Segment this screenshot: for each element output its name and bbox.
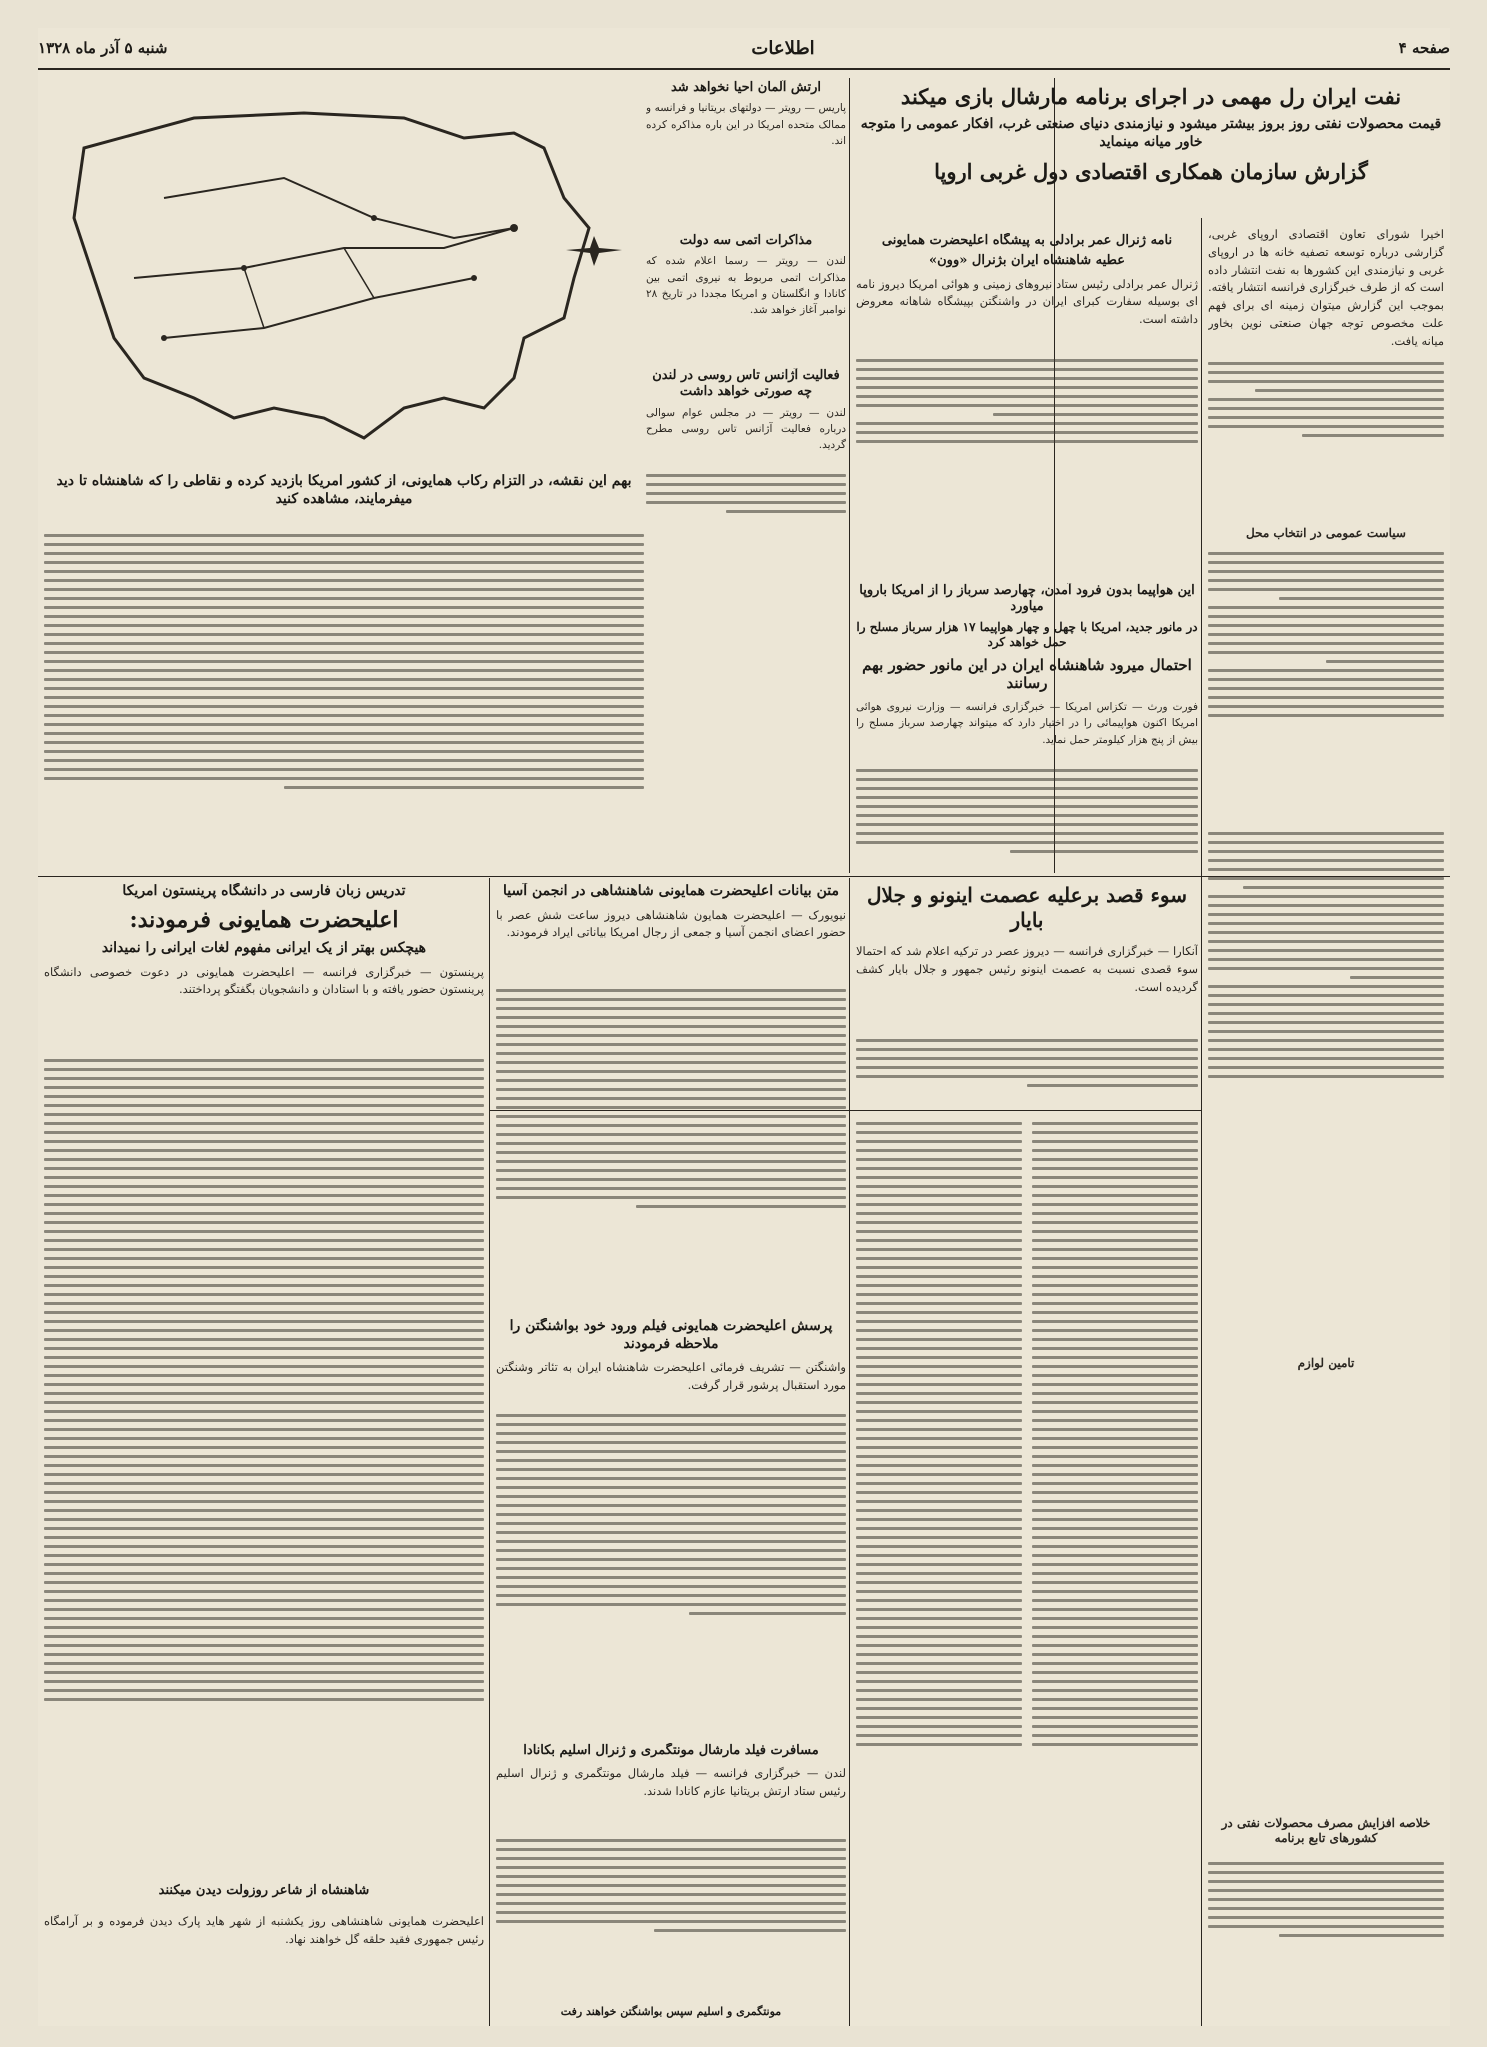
germany-headline: ارتش آلمان احیا نخواهد شد (670, 80, 822, 95)
persian-class-kicker: هیچکس بهتر از یک ایرانی مفهوم لغات ایرانی را نمیداند (101, 940, 427, 956)
persian-class-closing-body: اعلیحضرت همایونی شاهنشاهی روز یکشنبه از شهر هاید پارک دیدن فرموده و بر آرامگاه رئیس جمهوری فقید حلقه گل خواهند نهاد. (44, 1914, 484, 1946)
persian-class-closing-head: شاهنشاه از شاعر روزولت دیدن میکنند (158, 1883, 370, 1898)
oil-subhead: قیمت محصولات نفتی روز بروز بیشتر میشود و نیازمندی دنیای صنعتی غرب، افکار عمومی را متوجه خاور میانه مینماید (860, 116, 1442, 150)
plane-headline: این هواپیما بدون فرود آمدن، چهارصد سرباز را از امریکا باروپا میاورد (859, 583, 1195, 615)
map-caption (44, 473, 644, 868)
atomic-article (646, 233, 846, 363)
persian-class-headline: تدریس زبان فارسی در دانشگاه پرینستون امریکا (122, 883, 406, 899)
visit-headline: مسافرت فیلد مارشال مونتگمری و ژنرال اسلیم بکانادا (523, 1743, 819, 1758)
oil-headline: نفت ایران رل مهمی در اجرای برنامه مارشال بازی میکند (900, 84, 1402, 109)
page-number: صفحه ۴ (1398, 39, 1450, 57)
persian-class-article (44, 883, 484, 2023)
film-headline: پرسش اعلیحضرت همایونی فیلم ورود خود بواشنگتن را ملاحظه فرمودند (509, 1318, 833, 1352)
persian-class-body: پرینستون — خبرگزاری فرانسه — اعلیحضرت همایونی در دعوت خصوصی دانشگاه پرینستون حضور یافته و با استادان و دانشجویان بگفتگو پرداختند. (44, 964, 484, 997)
speech-article (496, 883, 846, 1313)
plane-subhead: در مانور جدید، امریکا با چهل و چهار هواپیما ۱۷ هزار سرباز مسلح را حمل خواهد کرد (856, 619, 1198, 649)
germany-article (646, 80, 846, 230)
issue-date: شنبه ۵ آذر ماه ۱۳۲۸ (38, 39, 168, 57)
oil-article (856, 80, 1446, 220)
map-illustration (44, 78, 644, 468)
oil-section4: خلاصه افزایش مصرف محصولات نفتی در کشورهای تابع برنامه (1221, 1816, 1431, 1845)
plane-article (856, 583, 1198, 868)
film-body: واشنگتن — تشریف فرمائی اعلیحضرت شاهنشاه ایران به تئاتر وشنگتن مورد استقبال پرشور قرار گرفت. (496, 1360, 846, 1392)
paper-name: اطلاعات (751, 37, 815, 59)
speech-body: نیویورک — اعلیحضرت همایون شاهنشاهی دیروز ساعت شش عصر با حضور اعضای انجمن آسیا و جمعی از رجال امریکا بیاناتی ایراد فرمودند. (496, 907, 846, 940)
bradley-body: ژنرال عمر برادلی رئیس ستاد نیروهای زمینی و هوائی امریکا دیروز نامه ای بوسیله سفارت کبرای ایران در واشنگتن بپیشگاه شاهانه معروض داشته است. (856, 276, 1198, 327)
speech-headline: متن بیانات اعلیحضرت همایونی شاهنشاهی در انجمن آسیا (503, 883, 839, 899)
assassination-headline: سوء قصد برعلیه عصمت اینونو و جلال بایار (867, 883, 1187, 932)
germany-body: پاریس — رویتر — دولتهای بریتانیا و فرانسه و ممالک متحده امریکا در این باره مذاکره کرده اند. (646, 102, 846, 147)
atomic-headline: مذاکرات اتمی سه دولت (679, 233, 813, 248)
tass-article (646, 368, 846, 538)
oil-body (1208, 226, 1444, 2021)
tass-body: لندن — رویتر — در مجلس عوام سوالی درباره فعالیت آژانس تاس روسی مطرح گردید. (646, 406, 846, 452)
plane-kicker: احتمال میرود شاهنشاه ایران در این مانور حضور بهم رسانند (862, 655, 1192, 693)
oil-kicker: گزارش سازمان همکاری اقتصادی دول غربی اروپا (934, 159, 1368, 185)
bradley-subhead: عطیه شاهنشاه ایران بژنرال «وون» (929, 253, 1125, 269)
masthead (38, 28, 1450, 70)
film-article (496, 1318, 846, 1738)
visit-article (496, 1743, 846, 2023)
atomic-body: لندن — رویتر — رسما اعلام شده که مذاکرات اتمی مربوط به نیروی اتمی بین کانادا و انگلستان و امریکا مجددا در تاریخ ۲۸ نوامبر آغاز خواهد شد. (646, 255, 846, 317)
newspaper-page (38, 28, 1450, 2026)
bradley-article (856, 233, 1198, 468)
oil-body-text: اخیرا شورای تعاون اقتصادی اروپای غربی، گزارشی درباره توسعه تصفیه خانه ها در اروپای غربی و نیازمندی این کشورها به نفت انتشار داده است که از طرف خبرگزاری فرانسه انتشار یافته. بموجب این گزارش میتوان زمینه ای برای فهم علت مخصوص توجه جهان صنعتی نوین بخاور میانه یافت. (1208, 227, 1444, 348)
plane-body: فورت ورث — تکزاس امریکا — خبرگزاری فرانسه — وزارت نیروی هوائی امریکا اکنون هواپیمائی را در اختیار دارد که میتواند چهارصد سرباز مسلح را بیش از پنج هزار کیلومتر حمل نماید. (856, 701, 1198, 746)
assassination-columns (856, 1116, 1198, 2021)
visit-body: لندن — خبرگزاری فرانسه — فیلد مارشال مونتگمری و ژنرال اسلیم رئیس ستاد ارتش بریتانیا عازم کانادا شدند. (496, 1766, 846, 1799)
persian-class-subhead: اعلیحضرت همایونی فرمودند: (129, 906, 399, 933)
assassination-body: آنکارا — خبرگزاری فرانسه — دیروز عصر در ترکیه اعلام شد که احتمالا سوء قصدی نسبت به عصمت اینونو رئیس جمهور و جلال بایار کشف گردیده است. (856, 944, 1198, 994)
oil-section2: سیاست عمومی در انتخاب محل (1245, 526, 1406, 540)
tass-headline: فعالیت آژانس تاس روسی در لندن چه صورتی خواهد داشت (652, 368, 840, 400)
map-caption-text: بهم این نقشه، در التزام رکاب همایونی، از کشور امریکا بازدید کرده و نقاطی را که شاهنشاه تا دید میفرمایند، مشاهده کنید (56, 473, 632, 507)
oil-section3: تامین لوازم (1297, 1356, 1355, 1370)
visit-footer: مونتگمری و اسلیم سپس بواشنگتن خواهند رفت (560, 2005, 782, 2019)
usa-route-map (44, 78, 644, 468)
bradley-headline: نامه ژنرال عمر برادلی به پیشگاه اعلیحضرت همایونی (881, 233, 1173, 248)
assassination-article (856, 883, 1198, 1108)
